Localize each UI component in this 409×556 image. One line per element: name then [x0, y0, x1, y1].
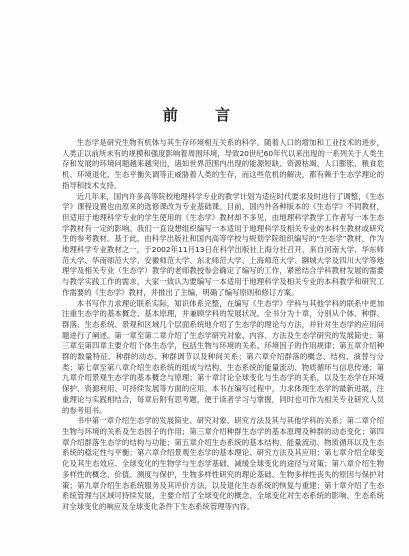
paragraph: 书中第一章介绍生态学的发展简史、研究对象、研究方法及其与其他学科的关系；第二章介绍生物与环境的关系及生态因子的作用；第三章介绍种群生态学的基本原理及种群的动态变化；第四章介绍群落生态学的结构与功能；第五章介绍生态系统的基本结构、能量流动、物质循环以及生态系统的稳定性与平衡；第六章介绍景观生态学的基本理论、研究方法及其应用；第七章介绍全球变化及其生态效应、全球变化的生物学与生态学基础、减缓全球变化的途径与对策；第八章介绍生物多样性的概念、价值、测度与保护，生物多样性研究的理论基础、生物多样性丧失的原因与保护对策；第九章介绍生态系统服务及其评价方法，以及退化生态系统的恢复与重建；第十章介绍了生态系统管理与区域可持续发展，主要介绍了全球变化的概念、全球变化对生态系统的影响、生态系统对全球变化的响应及全球变化条件下生态系统管理等内容。 [62, 416, 384, 511]
document-body [62, 138, 384, 513]
paragraph: 生态学是研究生物有机体与其生存环境相互关系的科学。随着人口的增加和工业技术的进步，人类正以前所未有的规模和强度影响着周围环境，导致20世纪60年代以来出现的一系列关于人类生存和发展的环境问题越来越突出，诸如世界范围内出现的能源短缺、资源枯竭、人口膨胀、粮食危机、环境退化、生态平衡失调等正威胁着人类的生存，而这些危机的解决，都有赖于生态学理论的指导和技术支持。 [62, 138, 384, 190]
page-title: 前 言 [162, 106, 247, 124]
paragraph: 本书写作力求理论联系实际，知识体系完整，在编写《生态学》学科与其他学科的联系中更加注重生态学的基本概念、基本原理，并兼顾学科的发展状况。全书分为十章，分别从个体、种群、群落、生态系统、景观和区域几个层面系统地介绍了生态学的理论与方法，并针对生态学的应用问题进行了阐述。第一章至第二章介绍了生态学研究对象、内容、方法及生态学研究的发展简史；第三章至第四章主要介绍个体生态学，包括生物与环境的关系、环境因子的作用规律；第五章介绍种群的数量特征、种群的动态、种群调节以及种间关系；第六章介绍群落的概念、结构、演替与分类；第七章至第八章介绍生态系统的组成与结构、生态系统的能量流动、物质循环与信息传递；第九章介绍景观生态学的基本概念与原理；第十章讨论全球变化与生态学的关系，以及生态学在环境保护、资源利用、可持续发展等方面的应用。本书在编写过程中，力求体现生态学的最新进展，注重理论与实践相结合，每章后附有思考题，便于读者学习与掌握，同时也可作为相关专业研究人员的参考用书。 [62, 298, 384, 415]
paragraph: 近几年来，国内许多高等院校地理科学专业的教学计划为适应时代要求及时进行了调整，《生态学》课程设置也由原来的选修课改为专业基础课。目前，国内外各种版本的《生态学》不同教材，但适用于地理科学专业的学生使用的《生态学》教材却不多见，由地理科学教学工作者写一本生态学教材有一定的影响。我们一直设想组织编写一本适用于地理科学及相关专业的本科生教材或研究生的参考教材。基于此，由科学出版社和国内高等学校与规划学院组织编写的“生态学”教材，作为地理科学专业教材之一，于2002年11月13日在科学出版社上海分社召开，来自河南大学、华东师范大学、华南师范大学、安徽师范大学、东北师范大学、上海师范大学、聊城大学及四川大学等地理学及相关专业（生态学）教学的老师教授参会确定了编写的工作，紧密结合学科教材发展的需要与教学实践工作的需求，大家一致认为要编写一本适用于地理科学及相关专业的本科教学和研究工作需要的《生态学》教材，并推出了主编，明确了编写原则和修订方案。 [62, 191, 384, 297]
